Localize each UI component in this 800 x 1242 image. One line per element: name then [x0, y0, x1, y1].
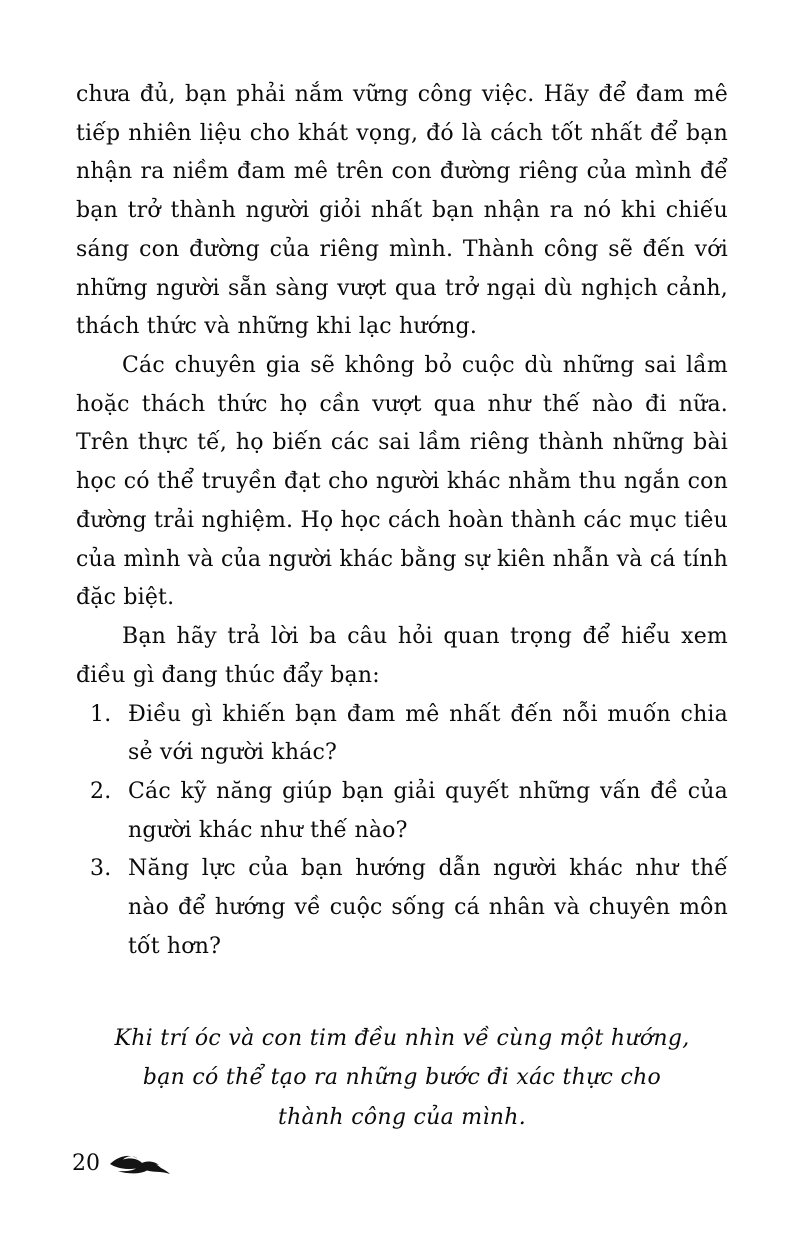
paragraph: chưa đủ, bạn phải nắm vững công việc. Hãy để đam mê tiếp nhiên liệu cho khát vọng, đó là cách tốt nhất để bạn nhận ra niềm đam mê trên con đường riêng của mình để bạn trở thành người giỏi nhất bạn nhận ra nó khi chiếu sáng con đường của riêng mình. Thành công sẽ đến với những người sẵn sàng vượt qua trở ngại dù nghịch cảnh, thách thức và những khi lạc hướng. [76, 82, 728, 340]
paragraph: Bạn hãy trả lời ba câu hỏi quan trọng để hiểu xem điều gì đang thúc đẩy bạn: [76, 624, 728, 688]
quote-line: thành công của mình. [277, 1104, 527, 1130]
list-item-text: Điều gì khiến bạn đam mê nhất đến nỗi muốn chia sẻ với người khác? [128, 701, 728, 766]
list-item-number: 3. [90, 856, 112, 882]
list-item [76, 773, 728, 850]
list-item [76, 696, 728, 773]
quote-line: bạn có thể tạo ra những bước đi xác thực cho [142, 1065, 662, 1091]
list-item-number: 2. [90, 778, 112, 804]
quill-flourish-icon [106, 1150, 172, 1176]
page-footer [72, 1150, 172, 1176]
quote-line: Khi trí óc và con tim đều nhìn về cùng một hướng, [114, 1025, 690, 1051]
closing-quote [76, 1019, 728, 1138]
question-list [76, 696, 728, 967]
paragraph: Các chuyên gia sẽ không bỏ cuộc dù những sai lầm hoặc thách thức họ cần vượt qua như thế nào đi nữa. Trên thực tế, họ biến các sai lầm riêng thành những bài học có thể truyền đạt cho người khác nhằm thu ngắn con đường trải nghiệm. Họ học cách hoàn thành các mục tiêu của mình và của người khác bằng sự kiên nhẫn và cá tính đặc biệt. [76, 353, 728, 611]
list-item-text: Các kỹ năng giúp bạn giải quyết những vấn đề của người khác như thế nào? [128, 778, 728, 843]
list-item-number: 1. [90, 701, 112, 727]
list-item-text: Năng lực của bạn hướng dẫn người khác như thế nào để hướng về cuộc sống cá nhân và chuyên môn tốt hơn? [128, 856, 728, 959]
list-item [76, 850, 728, 966]
page-body-text [76, 76, 728, 967]
page-number: 20 [72, 1150, 100, 1176]
